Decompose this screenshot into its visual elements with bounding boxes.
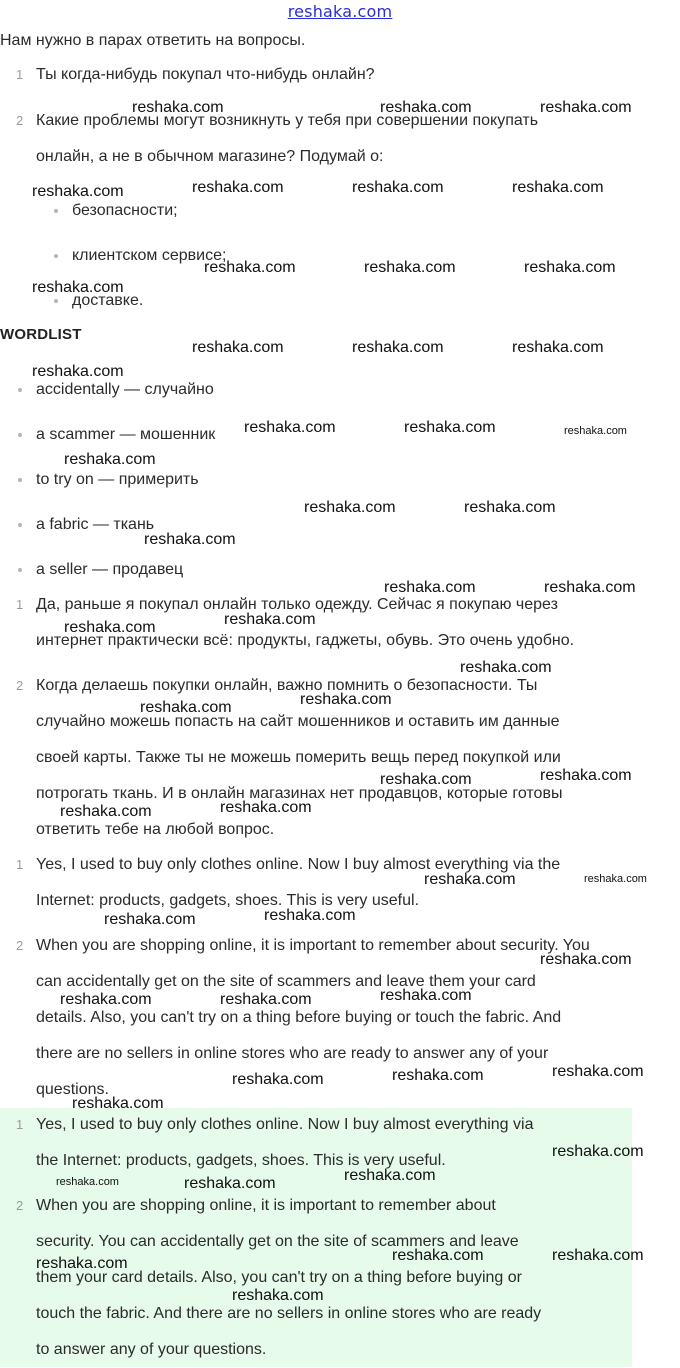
watermark: reshaka.com: [32, 183, 124, 200]
item-number: 1: [16, 597, 24, 612]
item-number: 1: [16, 67, 24, 82]
watermark: reshaka.com: [584, 873, 647, 885]
watermark: reshaka.com: [220, 799, 312, 816]
watermark: reshaka.com: [60, 803, 152, 820]
watermark: reshaka.com: [192, 179, 284, 196]
consideration-text: безопасности;: [72, 202, 178, 219]
watermark: reshaka.com: [540, 767, 632, 784]
watermark: reshaka.com: [204, 259, 296, 276]
item-number: 1: [16, 1117, 24, 1132]
wordlist-text: a seller — продавец: [36, 561, 184, 578]
watermark: reshaka.com: [404, 419, 496, 436]
consideration-text: доставке.: [72, 292, 144, 309]
watermark: reshaka.com: [464, 499, 556, 516]
watermark: reshaka.com: [56, 1176, 119, 1188]
watermark: reshaka.com: [512, 179, 604, 196]
bullet-icon: [18, 433, 22, 437]
item-number: 1: [16, 857, 24, 872]
watermark: reshaka.com: [184, 1175, 276, 1192]
watermark: reshaka.com: [552, 1143, 644, 1160]
watermark: reshaka.com: [380, 771, 472, 788]
bullet-icon: [54, 209, 58, 213]
watermark: reshaka.com: [36, 1255, 128, 1272]
watermark: reshaka.com: [144, 531, 236, 548]
watermark: reshaka.com: [392, 1247, 484, 1264]
watermark: reshaka.com: [564, 425, 627, 437]
answer-ru-text: Да, раньше я покупал онлайн только одежду. Сейчас я покупаю через интернет практически всё: продукты, гаджеты, обувь. Это очень удобно.: [36, 596, 575, 649]
bullet-icon: [18, 568, 22, 572]
wordlist-text: a fabric — ткань: [36, 516, 155, 533]
answer-en-text: Yes, I used to buy only clothes online. Now I buy almost everything via the Internet: products, gadgets, shoes. This is very useful.: [36, 856, 561, 909]
watermark: reshaka.com: [232, 1287, 324, 1304]
item-number: 2: [16, 938, 24, 953]
watermark: reshaka.com: [224, 611, 316, 628]
wordlist-text: accidentally — случайно: [36, 381, 214, 398]
watermark: reshaka.com: [192, 339, 284, 356]
answer-en-highlighted-text: Yes, I used to buy only clothes online. Now I buy almost everything via the Internet: products, gadgets, shoes. This is very useful.: [36, 1116, 534, 1169]
item-number: 2: [16, 1198, 24, 1213]
watermark: reshaka.com: [364, 259, 456, 276]
watermark: reshaka.com: [232, 1071, 324, 1088]
watermark: reshaka.com: [552, 1247, 644, 1264]
watermark: reshaka.com: [384, 579, 476, 596]
watermark: reshaka.com: [344, 1167, 436, 1184]
watermark: reshaka.com: [300, 691, 392, 708]
watermark: reshaka.com: [424, 871, 516, 888]
watermark: reshaka.com: [64, 451, 156, 468]
watermark: reshaka.com: [60, 991, 152, 1008]
answer-en-highlighted-text: When you are shopping online, it is important to remember about security. You can accidentally get on the site of scammers and leave them your card details. Also, you can't try on a thing before buying or touch the fabric. And there are no sellers in online stores who are ready to answer any of your questions.: [36, 1197, 542, 1358]
bullet-icon: [54, 254, 58, 258]
watermark: reshaka.com: [460, 659, 552, 676]
wordlist-text: to try on — примерить: [36, 471, 199, 488]
watermark: reshaka.com: [220, 991, 312, 1008]
watermark: reshaka.com: [132, 99, 224, 116]
bullet-icon: [18, 388, 22, 392]
item-number: 2: [16, 678, 24, 693]
watermark: reshaka.com: [140, 699, 232, 716]
wordlist-text: a scammer — мошенник: [36, 426, 216, 443]
watermark: reshaka.com: [512, 339, 604, 356]
watermark: reshaka.com: [32, 363, 124, 380]
watermark: reshaka.com: [64, 619, 156, 636]
intro-text: Нам нужно в парах ответить на вопросы.: [0, 32, 306, 49]
site-link[interactable]: reshaka.com: [287, 2, 393, 21]
watermark: reshaka.com: [352, 179, 444, 196]
watermark: reshaka.com: [352, 339, 444, 356]
watermark: reshaka.com: [540, 951, 632, 968]
watermark: reshaka.com: [544, 579, 636, 596]
watermark: reshaka.com: [32, 279, 124, 296]
wordlist-title: WORDLIST: [0, 326, 82, 343]
watermark: reshaka.com: [304, 499, 396, 516]
item-number: 2: [16, 113, 24, 128]
watermark: reshaka.com: [104, 911, 196, 928]
bullet-icon: [18, 523, 22, 527]
watermark: reshaka.com: [380, 99, 472, 116]
watermark: reshaka.com: [524, 259, 616, 276]
watermark: reshaka.com: [380, 987, 472, 1004]
bullet-icon: [54, 299, 58, 303]
watermark: reshaka.com: [552, 1063, 644, 1080]
watermark: reshaka.com: [540, 99, 632, 116]
question-text: Ты когда-нибудь покупал что-нибудь онлайн?: [36, 66, 375, 83]
answer-ru-text: Когда делаешь покупки онлайн, важно помнить о безопасности. Ты случайно можешь попасть на сайт мошенников и оставить им данные своей карты. Также ты не можешь померить вещь перед покупкой или потрогать ткань. И в онлайн магазинах нет продавцов, которые готовы ответить тебе на любой вопрос.: [36, 677, 563, 838]
question-text: Какие проблемы могут возникнуть у тебя при совершении покупать онлайн, а не в обычном магазине? Подумай о:: [36, 112, 539, 165]
watermark: reshaka.com: [72, 1095, 164, 1112]
watermark: reshaka.com: [264, 907, 356, 924]
watermark: reshaka.com: [244, 419, 336, 436]
answer-en-text: When you are shopping online, it is important to remember about security. You can accidentally get on the site of scammers and leave them your card details. Also, you can't try on a thing before buying or touch the fabric. And there are no sellers in online stores who are ready to answer any of your questions.: [36, 937, 590, 1098]
consideration-text: клиентском сервисе;: [72, 247, 227, 264]
bullet-icon: [18, 478, 22, 482]
watermark: reshaka.com: [392, 1067, 484, 1084]
